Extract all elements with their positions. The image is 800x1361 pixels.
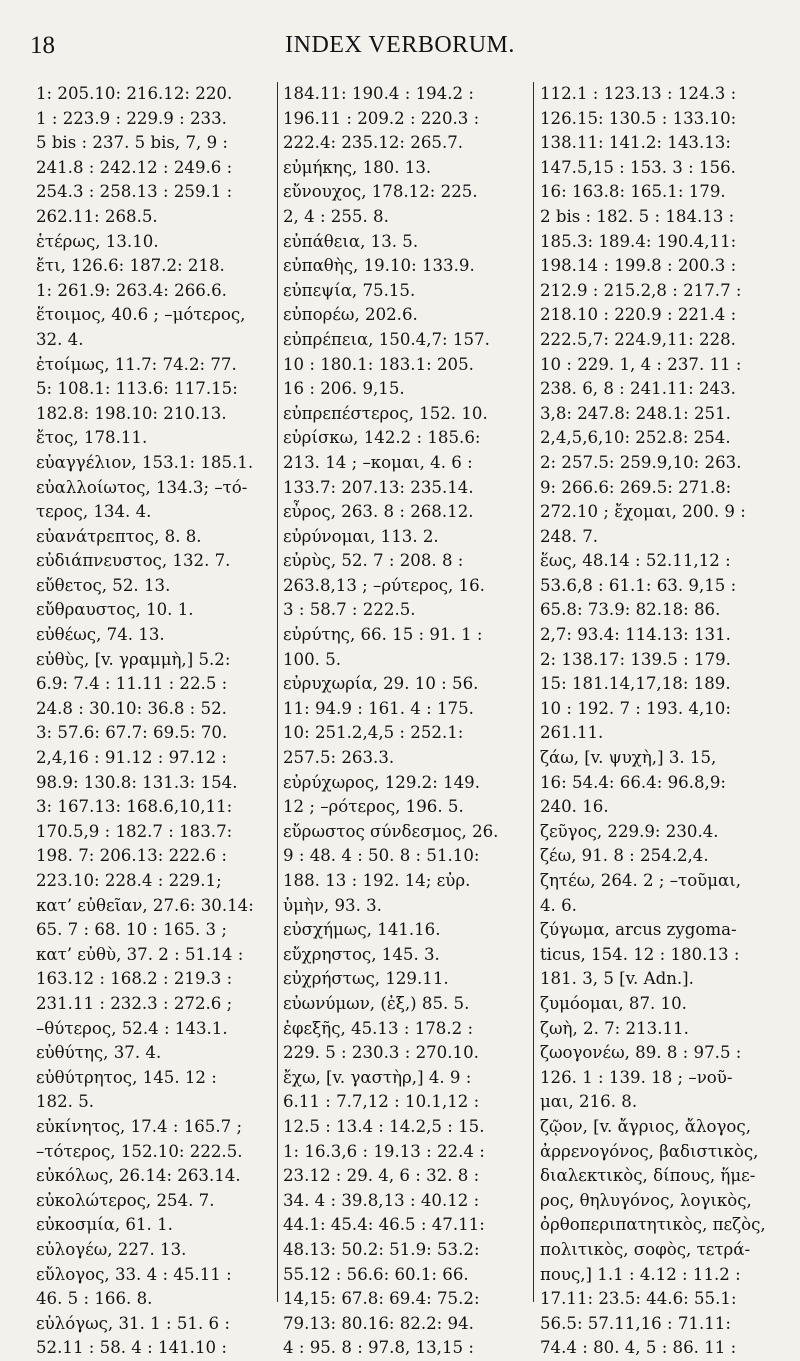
index-line: 147.5,15 : 153. 3 : 156. [540, 157, 736, 177]
index-line: εὐρὺς, 52. 7 : 208. 8 : [283, 551, 464, 571]
index-line: 34. 4 : 39.8,13 : 40.12 : [283, 1190, 480, 1210]
index-line: εὐλόγως, 31. 1 : 51. 6 : [36, 1313, 230, 1333]
index-line: 2: 138.17: 139.5 : 179. [540, 649, 731, 669]
index-line: 17.11: 23.5: 44.6: 55.1: [540, 1289, 737, 1309]
index-line: 126. 1 : 139. 18 ; –νοῦ- [540, 1067, 733, 1087]
index-line: εὐσχήμως, 141.16. [283, 920, 441, 940]
column-divider [277, 82, 278, 1302]
index-line: ἑτέρως, 13.10. [36, 231, 159, 251]
index-line: ζωὴ, 2. 7: 213.11. [540, 1018, 689, 1038]
index-line: κατ’ εὐθεῖαν, 27.6: 30.14: [36, 895, 254, 915]
index-line: εὐπρεπέστερος, 152. 10. [283, 403, 488, 423]
index-line: εὐλογέω, 227. 13. [36, 1239, 187, 1259]
index-line: εὔχρηστος, 145. 3. [283, 944, 440, 964]
index-line: εὐπορέω, 202.6. [283, 305, 418, 325]
index-line: 14,15: 67.8: 69.4: 75.2: [283, 1289, 480, 1309]
index-line: 163.12 : 168.2 : 219.3 : [36, 969, 233, 989]
index-line: εὐαλλοίωτος, 134.3; –τό- [36, 477, 248, 497]
index-line: 55.12 : 56.6: 60.1: 66. [283, 1264, 469, 1284]
index-line: 182.8: 198.10: 210.13. [36, 403, 227, 423]
index-line: ἕως, 48.14 : 52.11,12 : [540, 551, 731, 571]
index-line: 15: 181.14,17,18: 189. [540, 674, 731, 694]
index-line: 6.9: 7.4 : 11.11 : 22.5 : [36, 674, 228, 694]
index-line: εὐωνύμων, (ἐξ,) 85. 5. [283, 993, 470, 1013]
index-line: 241.8 : 242.12 : 249.6 : [36, 157, 233, 177]
index-column-1 [36, 82, 270, 1358]
index-line: 4 : 95. 8 : 97.8, 13,15 : [283, 1338, 474, 1358]
index-line: 32. 4. [36, 329, 84, 349]
index-line: ζωογονέω, 89. 8 : 97.5 : [540, 1043, 742, 1063]
index-line: ζύγωμα, arcus zygoma- [540, 920, 737, 940]
index-line: μαι, 216. 8. [540, 1092, 638, 1112]
index-line: 3: 57.6: 67.7: 69.5: 70. [36, 723, 228, 743]
index-line: 16 : 206. 9,15. [283, 379, 405, 399]
index-line: 100. 5. [283, 649, 342, 669]
index-line: ζυμόομαι, 87. 10. [540, 993, 687, 1013]
index-line: 5: 108.1: 113.6: 117.15: [36, 379, 238, 399]
index-line: εὐπάθεια, 13. 5. [283, 231, 419, 251]
index-columns [0, 82, 800, 1358]
index-line: 222.4: 235.12: 265.7. [283, 133, 464, 153]
index-line: 1 : 223.9 : 229.9 : 233. [36, 108, 227, 128]
index-line: εὔλογος, 33. 4 : 45.11 : [36, 1264, 232, 1284]
index-column-3 [540, 82, 798, 1358]
index-line: τερος, 134. 4. [36, 502, 152, 522]
index-line: εὑρίσκω, 142.2 : 185.6: [283, 428, 481, 448]
index-line: ἑτοίμως, 11.7: 74.2: 77. [36, 354, 237, 374]
index-line: 24.8 : 30.10: 36.8 : 52. [36, 698, 227, 718]
index-line: 2, 4 : 255. 8. [283, 206, 389, 226]
index-line: 2 bis : 182. 5 : 184.13 : [540, 206, 735, 226]
index-line: εὐμήκης, 180. 13. [283, 157, 432, 177]
index-line: πους,] 1.1 : 4.12 : 11.2 : [540, 1264, 741, 1284]
index-line: πολιτικὸς, σοφὸς, τετρά- [540, 1239, 751, 1259]
index-line: ὑμὴν, 93. 3. [283, 895, 382, 915]
index-line: 10 : 229. 1, 4 : 237. 11 : [540, 354, 742, 374]
index-line: ζῷον, [v. ἄγριος, ἄλογος, [540, 1116, 751, 1136]
index-line: ἕτοιμος, 40.6 ; –μότερος, [36, 305, 246, 325]
index-line: 11: 94.9 : 161. 4 : 175. [283, 698, 474, 718]
index-line: εὔθραυστος, 10. 1. [36, 600, 194, 620]
index-line: 79.13: 80.16: 82.2: 94. [283, 1313, 474, 1333]
index-line: 23.12 : 29. 4, 6 : 32. 8 : [283, 1166, 480, 1186]
index-line: 170.5,9 : 182.7 : 183.7: [36, 821, 233, 841]
index-line: εὐκολώτερος, 254. 7. [36, 1190, 215, 1210]
index-line: 48.13: 50.2: 51.9: 53.2: [283, 1239, 480, 1259]
index-line: 126.15: 130.5 : 133.10: [540, 108, 737, 128]
index-line: ἔχω, [v. γαστὴρ,] 4. 9 : [283, 1067, 472, 1087]
index-line: 138.11: 141.2: 143.13: [540, 133, 731, 153]
index-line: εὐρυχωρία, 29. 10 : 56. [283, 674, 479, 694]
index-line: εὖρος, 263. 8 : 268.12. [283, 502, 474, 522]
index-line: 9: 266.6: 269.5: 271.8: [540, 477, 732, 497]
index-line: εὐθὺς, [v. γραμμὴ,] 5.2: [36, 649, 231, 669]
index-line: ἔτος, 178.11. [36, 428, 148, 448]
index-line: εὐκοσμία, 61. 1. [36, 1215, 173, 1235]
index-line: 185.3: 189.4: 190.4,11: [540, 231, 737, 251]
index-line: 218.10 : 220.9 : 221.4 : [540, 305, 737, 325]
index-line: 3: 167.13: 168.6,10,11: [36, 797, 233, 817]
index-line: 44.1: 45.4: 46.5 : 47.11: [283, 1215, 485, 1235]
index-line: ἔτι, 126.6: 187.2: 218. [36, 256, 225, 276]
index-line: 196.11 : 209.2 : 220.3 : [283, 108, 480, 128]
index-line: ὀρθοπεριπατητικὸς, πεζὸς, [540, 1215, 766, 1235]
index-line: 5 bis : 237. 5 bis, 7, 9 : [36, 133, 228, 153]
index-line: 2,4,16 : 91.12 : 97.12 : [36, 748, 227, 768]
index-line: 229. 5 : 230.3 : 270.10. [283, 1043, 479, 1063]
index-line: εὐπρέπεια, 150.4,7: 157. [283, 329, 490, 349]
index-line: 2,7: 93.4: 114.13: 131. [540, 625, 731, 645]
index-line: 6.11 : 7.7,12 : 10.1,12 : [283, 1092, 480, 1112]
index-line: 238. 6, 8 : 241.11: 243. [540, 379, 736, 399]
index-line: ἐφεξῆς, 45.13 : 178.2 : [283, 1018, 474, 1038]
page-number: 18 [30, 32, 55, 59]
index-line: 198.14 : 199.8 : 200.3 : [540, 256, 737, 276]
index-line: 240. 16. [540, 797, 609, 817]
index-line: 1: 261.9: 263.4: 266.6. [36, 280, 227, 300]
page-header [30, 28, 770, 68]
index-line: 222.5,7: 224.9,11: 228. [540, 329, 736, 349]
index-line: 212.9 : 215.2,8 : 217.7 : [540, 280, 742, 300]
index-line: εὐχρήστως, 129.11. [283, 969, 449, 989]
index-line: 9 : 48. 4 : 50. 8 : 51.10: [283, 846, 480, 866]
index-line: –τότερος, 152.10: 222.5. [36, 1141, 243, 1161]
index-line: 188. 13 : 192. 14; εὐρ. [283, 871, 471, 890]
index-line: –θύτερος, 52.4 : 143.1. [36, 1018, 228, 1038]
index-line: εὐθέως, 74. 13. [36, 625, 165, 645]
index-line: ticus, 154. 12 : 180.13 : [540, 944, 740, 964]
index-line: εὐανάτρεπτος, 8. 8. [36, 526, 202, 546]
index-line: 10: 251.2,4,5 : 252.1: [283, 723, 464, 743]
index-line: 65.8: 73.9: 82.18: 86. [540, 600, 721, 620]
index-line: 53.6,8 : 61.1: 63. 9,15 : [540, 575, 737, 595]
index-column-2 [283, 82, 527, 1358]
index-line: 213. 14 ; –κομαι, 4. 6 : [283, 452, 473, 472]
index-line: 254.3 : 258.13 : 259.1 : [36, 182, 233, 202]
index-line: εὐθύτης, 37. 4. [36, 1043, 162, 1063]
index-line: εὐρύτης, 66. 15 : 91. 1 : [283, 625, 483, 645]
index-line: 10 : 192. 7 : 193. 4,10: [540, 698, 731, 718]
index-line: 1: 205.10: 216.12: 220. [36, 84, 233, 103]
index-line: 65. 7 : 68. 10 : 165. 3 ; [36, 920, 227, 940]
index-line: 2,4,5,6,10: 252.8: 254. [540, 428, 731, 448]
index-line: 74.4 : 80. 4, 5 : 86. 11 : [540, 1338, 737, 1358]
index-line: εὔθετος, 52. 13. [36, 575, 171, 595]
index-line: εὐδιάπνευστος, 132. 7. [36, 551, 231, 571]
running-title: INDEX VERBORUM. [285, 32, 515, 58]
index-line: 248. 7. [540, 526, 599, 546]
index-line: 181. 3, 5 [v. Adn.]. [540, 969, 694, 989]
index-line: 16: 54.4: 66.4: 96.8,9: [540, 772, 726, 792]
index-line: 261.11. [540, 723, 604, 743]
index-line: 262.11: 268.5. [36, 206, 158, 226]
index-line: εὐρύχωρος, 129.2: 149. [283, 772, 481, 792]
index-line: ζέω, 91. 8 : 254.2,4. [540, 846, 709, 866]
index-line: 10 : 180.1: 183.1: 205. [283, 354, 474, 374]
index-line: 52.11 : 58. 4 : 141.10 : [36, 1338, 227, 1358]
index-line: 263.8,13 ; –ρύτερος, 16. [283, 575, 485, 595]
index-line: εὐπεψία, 75.15. [283, 280, 416, 300]
index-line: 231.11 : 232.3 : 272.6 ; [36, 993, 233, 1013]
index-line: 133.7: 207.13: 235.14. [283, 477, 474, 497]
index-line: 12.5 : 13.4 : 14.2,5 : 15. [283, 1116, 485, 1136]
index-line: εὐκίνητος, 17.4 : 165.7 ; [36, 1116, 243, 1136]
index-line: εὔνουχος, 178.12: 225. [283, 182, 478, 202]
index-line: διαλεκτικὸς, δίπους, ἥμε- [540, 1166, 756, 1186]
index-line: 46. 5 : 166. 8. [36, 1289, 153, 1309]
index-line: 223.10: 228.4 : 229.1; [36, 871, 222, 890]
index-line: 12 ; –ρότερος, 196. 5. [283, 797, 464, 817]
index-line: 112.1 : 123.13 : 124.3 : [540, 84, 737, 103]
index-line: 4. 6. [540, 895, 577, 915]
index-line: ζάω, [v. ψυχὴ,] 3. 15, [540, 748, 717, 768]
index-line: 198. 7: 206.13: 222.6 : [36, 846, 227, 866]
index-line: 3 : 58.7 : 222.5. [283, 600, 416, 620]
index-line: εὔρωστος σύνδεσμος, 26. [283, 821, 499, 841]
index-line: 16: 163.8: 165.1: 179. [540, 182, 726, 202]
index-line: 257.5: 263.3. [283, 748, 395, 768]
index-line: 272.10 ; ἔχομαι, 200. 9 : [540, 502, 746, 522]
index-line: 3,8: 247.8: 248.1: 251. [540, 403, 731, 423]
index-line: ζητέω, 264. 2 ; –τοῦμαι, [540, 871, 742, 890]
index-line: ζεῦγος, 229.9: 230.4. [540, 821, 719, 841]
index-line: 56.5: 57.11,16 : 71.11: [540, 1313, 731, 1333]
index-line: εὐρύνομαι, 113. 2. [283, 526, 439, 546]
index-line: κατ’ εὐθὺ, 37. 2 : 51.14 : [36, 944, 244, 964]
index-line: εὐαγγέλιον, 153.1: 185.1. [36, 452, 254, 472]
index-line: εὐκόλως, 26.14: 263.14. [36, 1166, 241, 1186]
index-line: εὐθύτρητος, 145. 12 : [36, 1067, 217, 1087]
index-line: ρος, θηλυγόνος, λογικὸς, [540, 1190, 752, 1210]
index-line: ἀρρενογόνος, βαδιστικὸς, [540, 1141, 759, 1161]
index-line: 182. 5. [36, 1092, 95, 1112]
index-line: 1: 16.3,6 : 19.13 : 22.4 : [283, 1141, 485, 1161]
index-line: 2: 257.5: 259.9,10: 263. [540, 452, 742, 472]
column-divider [533, 82, 534, 1302]
index-line: 98.9: 130.8: 131.3: 154. [36, 772, 238, 792]
index-line: εὐπαθὴς, 19.10: 133.9. [283, 256, 475, 276]
index-line: 184.11: 190.4 : 194.2 : [283, 84, 474, 103]
